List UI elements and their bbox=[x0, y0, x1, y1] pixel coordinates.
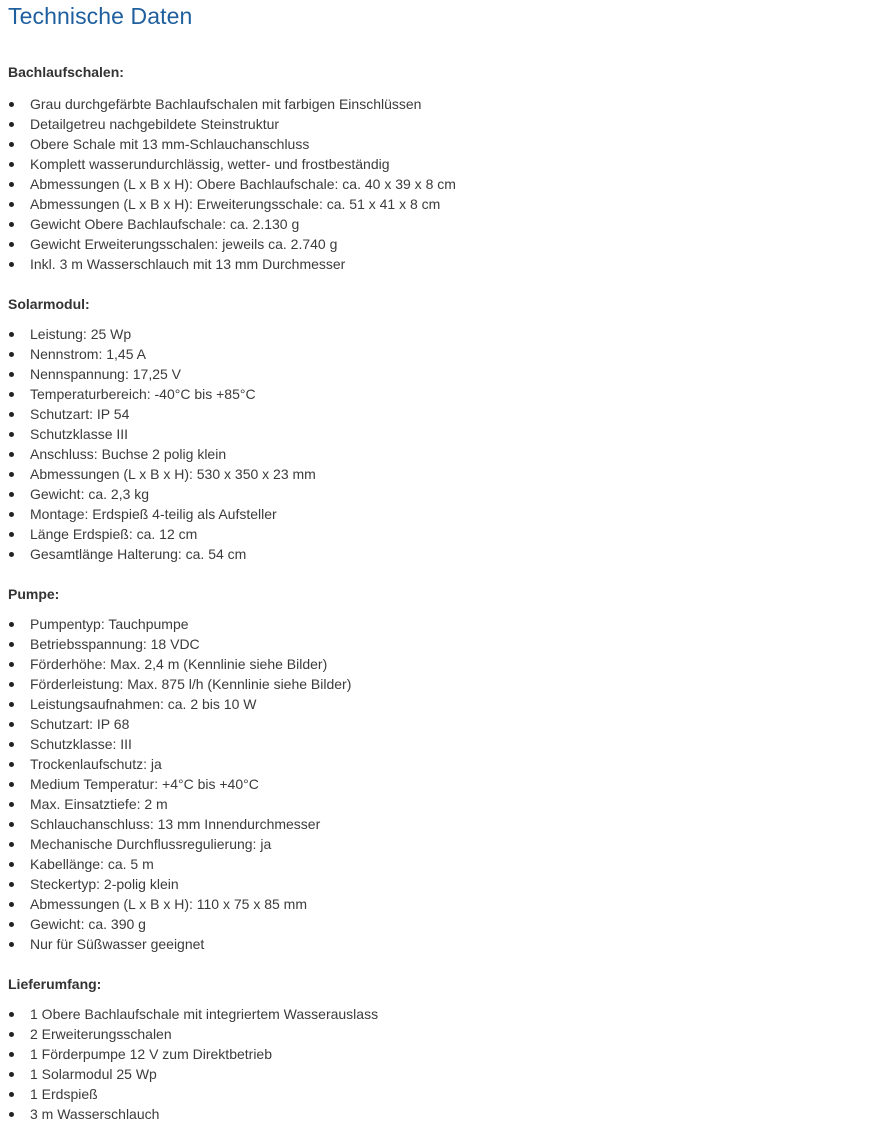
list-item: 1 Erdspieß bbox=[8, 1084, 871, 1104]
list-item: Leistung: 25 Wp bbox=[8, 324, 871, 344]
list-item: Pumpentyp: Tauchpumpe bbox=[8, 614, 871, 634]
list-item: Abmessungen (L x B x H): Erweiterungsschale: ca. 51 x 41 x 8 cm bbox=[8, 194, 871, 214]
list-item: Kabellänge: ca. 5 m bbox=[8, 854, 871, 874]
list-item: Betriebsspannung: 18 VDC bbox=[8, 634, 871, 654]
section-pumpe bbox=[8, 584, 871, 954]
list-item: Anschluss: Buchse 2 polig klein bbox=[8, 444, 871, 464]
spec-list bbox=[8, 614, 871, 954]
spec-list bbox=[8, 1004, 871, 1124]
list-item: Mechanische Durchflussregulierung: ja bbox=[8, 834, 871, 854]
list-item: Abmessungen (L x B x H): 530 x 350 x 23 mm bbox=[8, 464, 871, 484]
spec-list bbox=[8, 94, 871, 274]
list-item: Komplett wasserundurchlässig, wetter- und frostbeständig bbox=[8, 154, 871, 174]
list-item: Nur für Süßwasser geeignet bbox=[8, 934, 871, 954]
page-title: Technische Daten bbox=[8, 3, 193, 29]
list-item: Gewicht: ca. 390 g bbox=[8, 914, 871, 934]
list-item: Förderleistung: Max. 875 l/h (Kennlinie siehe Bilder) bbox=[8, 674, 871, 694]
list-item: 1 Obere Bachlaufschale mit integriertem Wasserauslass bbox=[8, 1004, 871, 1024]
list-item: 1 Förderpumpe 12 V zum Direktbetrieb bbox=[8, 1044, 871, 1064]
list-item: Trockenlaufschutz: ja bbox=[8, 754, 871, 774]
list-item: Detailgetreu nachgebildete Steinstruktur bbox=[8, 114, 871, 134]
list-item: Inkl. 3 m Wasserschlauch mit 13 mm Durchmesser bbox=[8, 254, 871, 274]
list-item: Schlauchanschluss: 13 mm Innendurchmesser bbox=[8, 814, 871, 834]
list-item: 2 Erweiterungsschalen bbox=[8, 1024, 871, 1044]
section-heading: Lieferumfang: bbox=[8, 976, 102, 992]
list-item: Nennspannung: 17,25 V bbox=[8, 364, 871, 384]
list-item: Schutzklasse: III bbox=[8, 734, 871, 754]
list-item: Länge Erdspieß: ca. 12 cm bbox=[8, 524, 871, 544]
list-item: Montage: Erdspieß 4-teilig als Aufsteller bbox=[8, 504, 871, 524]
list-item: Nennstrom: 1,45 A bbox=[8, 344, 871, 364]
section-bachlaufschalen bbox=[8, 62, 871, 274]
list-item: Abmessungen (L x B x H): Obere Bachlaufschale: ca. 40 x 39 x 8 cm bbox=[8, 174, 871, 194]
list-item: Förderhöhe: Max. 2,4 m (Kennlinie siehe Bilder) bbox=[8, 654, 871, 674]
list-item: 3 m Wasserschlauch bbox=[8, 1104, 871, 1124]
list-item: Max. Einsatztiefe: 2 m bbox=[8, 794, 871, 814]
list-item: Temperaturbereich: -40°C bis +85°C bbox=[8, 384, 871, 404]
list-item: Leistungsaufnahmen: ca. 2 bis 10 W bbox=[8, 694, 871, 714]
list-item: Gewicht Erweiterungsschalen: jeweils ca. 2.740 g bbox=[8, 234, 871, 254]
list-item: Gesamtlänge Halterung: ca. 54 cm bbox=[8, 544, 871, 564]
list-item: Schutzklasse III bbox=[8, 424, 871, 444]
list-item: 1 Solarmodul 25 Wp bbox=[8, 1064, 871, 1084]
section-solarmodul bbox=[8, 294, 871, 564]
list-item: Gewicht Obere Bachlaufschale: ca. 2.130 g bbox=[8, 214, 871, 234]
list-item: Grau durchgefärbte Bachlaufschalen mit farbigen Einschlüssen bbox=[8, 94, 871, 114]
section-heading: Pumpe: bbox=[8, 586, 60, 602]
section-lieferumfang bbox=[8, 974, 871, 1124]
spec-list bbox=[8, 324, 871, 564]
list-item: Steckertyp: 2-polig klein bbox=[8, 874, 871, 894]
list-item: Gewicht: ca. 2,3 kg bbox=[8, 484, 871, 504]
section-heading: Solarmodul: bbox=[8, 296, 90, 312]
list-item: Obere Schale mit 13 mm-Schlauchanschluss bbox=[8, 134, 871, 154]
list-item: Schutzart: IP 68 bbox=[8, 714, 871, 734]
list-item: Schutzart: IP 54 bbox=[8, 404, 871, 424]
list-item: Medium Temperatur: +4°C bis +40°C bbox=[8, 774, 871, 794]
section-heading: Bachlaufschalen: bbox=[8, 64, 124, 80]
list-item: Abmessungen (L x B x H): 110 x 75 x 85 mm bbox=[8, 894, 871, 914]
